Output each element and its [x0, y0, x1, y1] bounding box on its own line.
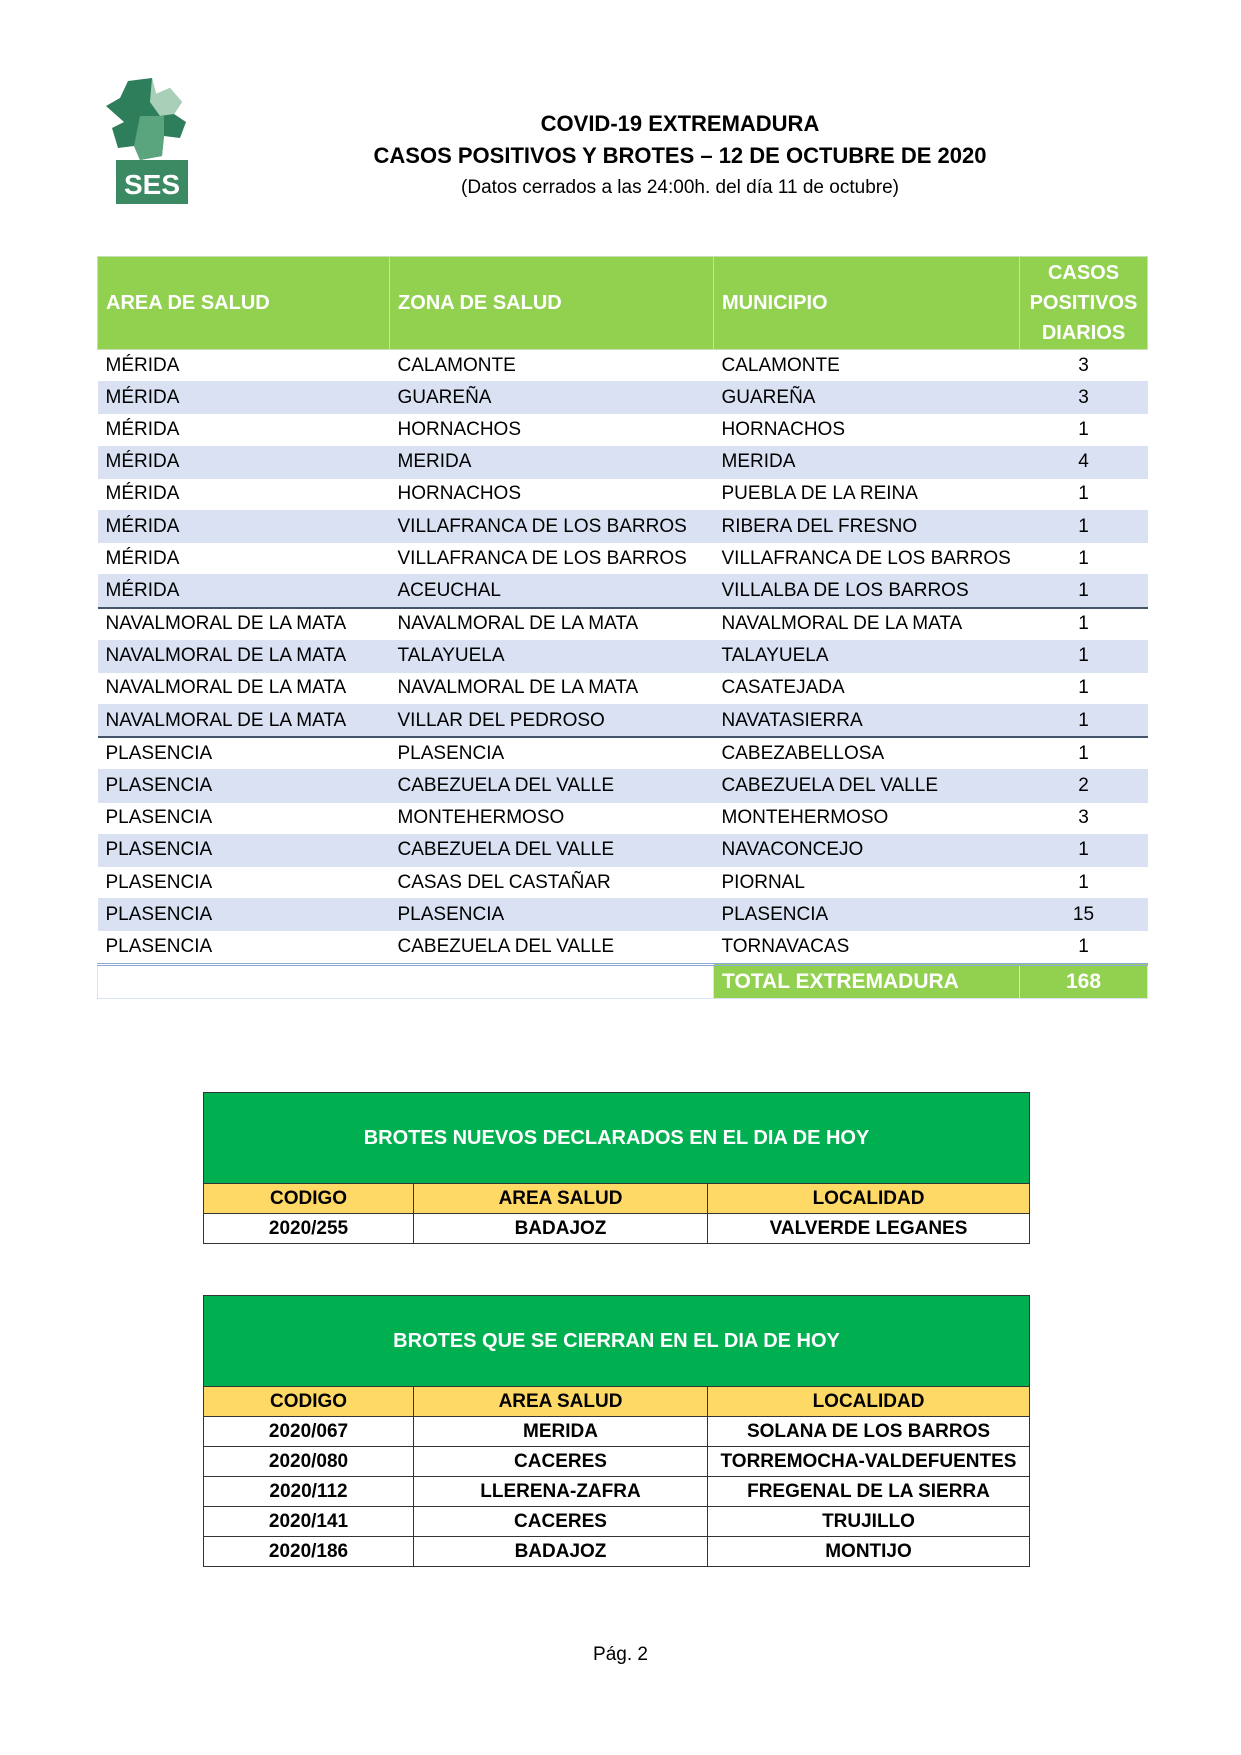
brotes-nuevos-header-codigo: CODIGO	[204, 1184, 414, 1214]
table-row	[98, 705, 1148, 738]
document-title: COVID-19 EXTREMADURA	[540, 111, 820, 136]
cell-municipio: TORNAVACAS	[714, 931, 1020, 964]
table-row	[98, 414, 1148, 446]
brotes-cierran-header-codigo: CODIGO	[204, 1387, 414, 1417]
cell-localidad: TRUJILLO	[708, 1507, 1030, 1537]
cell-casos: 1	[1020, 931, 1148, 964]
table-row	[98, 737, 1148, 770]
cell-area: PLASENCIA	[98, 867, 390, 899]
cell-area-salud: BADAJOZ	[414, 1214, 708, 1244]
cell-municipio: NAVALMORAL DE LA MATA	[714, 608, 1020, 641]
header-zona: ZONA DE SALUD	[390, 257, 714, 350]
cell-casos: 2	[1020, 770, 1148, 802]
cell-codigo: 2020/141	[204, 1507, 414, 1537]
table-row	[98, 478, 1148, 510]
cell-area-salud: MERIDA	[414, 1417, 708, 1447]
cell-casos: 3	[1020, 350, 1148, 382]
table-row	[204, 1447, 1030, 1477]
cell-zona: CABEZUELA DEL VALLE	[390, 770, 714, 802]
table-row	[204, 1507, 1030, 1537]
cell-municipio: CALAMONTE	[714, 350, 1020, 382]
cell-area-salud: CACERES	[414, 1447, 708, 1477]
cell-area: PLASENCIA	[98, 802, 390, 834]
cell-codigo: 2020/186	[204, 1537, 414, 1567]
cell-casos: 15	[1020, 899, 1148, 931]
cell-municipio: VILLAFRANCA DE LOS BARROS	[714, 543, 1020, 575]
document-header	[260, 108, 1100, 202]
header-casos-line: CASOS	[1047, 262, 1120, 284]
cell-codigo: 2020/067	[204, 1417, 414, 1447]
table-row	[98, 867, 1148, 899]
cell-localidad: FREGENAL DE LA SIERRA	[708, 1477, 1030, 1507]
table-row	[98, 770, 1148, 802]
cell-zona: GUAREÑA	[390, 382, 714, 414]
brotes-cierran-header-localidad: LOCALIDAD	[708, 1387, 1030, 1417]
cell-zona: VILLAR DEL PEDROSO	[390, 705, 714, 738]
cell-area: NAVALMORAL DE LA MATA	[98, 608, 390, 641]
table-row	[98, 640, 1148, 672]
brotes-nuevos-body	[204, 1214, 1030, 1244]
cell-municipio: TALAYUELA	[714, 640, 1020, 672]
table-row	[98, 543, 1148, 575]
cell-area: MÉRIDA	[98, 543, 390, 575]
cell-casos: 1	[1020, 705, 1148, 738]
brotes-cierran-table	[203, 1295, 1030, 1567]
cell-zona: CASAS DEL CASTAÑAR	[390, 867, 714, 899]
cell-area: NAVALMORAL DE LA MATA	[98, 640, 390, 672]
cases-body	[98, 350, 1148, 999]
cell-casos: 1	[1020, 672, 1148, 704]
cell-casos: 1	[1020, 510, 1148, 542]
cell-zona: ACEUCHAL	[390, 575, 714, 608]
table-row	[204, 1477, 1030, 1507]
table-row	[98, 899, 1148, 931]
cases-table	[97, 256, 1148, 999]
cell-localidad: VALVERDE LEGANES	[708, 1214, 1030, 1244]
cell-casos: 4	[1020, 446, 1148, 478]
total-empty-cell	[98, 964, 714, 998]
cell-area: MÉRIDA	[98, 478, 390, 510]
cell-area: MÉRIDA	[98, 446, 390, 478]
cell-zona: VILLAFRANCA DE LOS BARROS	[390, 510, 714, 542]
table-row	[98, 672, 1148, 704]
header-municipio: MUNICIPIO	[714, 257, 1020, 350]
table-row	[204, 1214, 1030, 1244]
cell-municipio: PIORNAL	[714, 867, 1020, 899]
header-casos	[1020, 257, 1148, 350]
cell-localidad: MONTIJO	[708, 1537, 1030, 1567]
cell-zona: NAVALMORAL DE LA MATA	[390, 608, 714, 641]
cell-zona: PLASENCIA	[390, 737, 714, 770]
cell-area: PLASENCIA	[98, 737, 390, 770]
page-number: Pág. 2	[593, 1644, 648, 1665]
cell-area-salud: BADAJOZ	[414, 1537, 708, 1567]
cell-localidad: TORREMOCHA-VALDEFUENTES	[708, 1447, 1030, 1477]
cell-codigo: 2020/080	[204, 1447, 414, 1477]
cell-casos: 1	[1020, 834, 1148, 866]
cell-municipio: CABEZUELA DEL VALLE	[714, 770, 1020, 802]
brotes-cierran-title: BROTES QUE SE CIERRAN EN EL DIA DE HOY	[204, 1296, 1030, 1387]
cell-area-salud: CACERES	[414, 1507, 708, 1537]
cell-zona: NAVALMORAL DE LA MATA	[390, 672, 714, 704]
cell-localidad: SOLANA DE LOS BARROS	[708, 1417, 1030, 1447]
cell-area: MÉRIDA	[98, 510, 390, 542]
cell-zona: PLASENCIA	[390, 899, 714, 931]
table-row	[98, 446, 1148, 478]
table-row	[98, 382, 1148, 414]
cell-area: MÉRIDA	[98, 382, 390, 414]
cell-casos: 1	[1020, 575, 1148, 608]
cell-zona: CALAMONTE	[390, 350, 714, 382]
cell-zona: CABEZUELA DEL VALLE	[390, 834, 714, 866]
cell-municipio: NAVATASIERRA	[714, 705, 1020, 738]
cell-municipio: MERIDA	[714, 446, 1020, 478]
cell-codigo: 2020/255	[204, 1214, 414, 1244]
cell-area: PLASENCIA	[98, 770, 390, 802]
cell-zona: CABEZUELA DEL VALLE	[390, 931, 714, 964]
cell-casos: 1	[1020, 867, 1148, 899]
cell-municipio: RIBERA DEL FRESNO	[714, 510, 1020, 542]
cell-area: MÉRIDA	[98, 350, 390, 382]
cell-municipio: PUEBLA DE LA REINA	[714, 478, 1020, 510]
brotes-nuevos-title: BROTES NUEVOS DECLARADOS EN EL DIA DE HOY	[204, 1093, 1030, 1184]
brotes-nuevos-header-localidad: LOCALIDAD	[708, 1184, 1030, 1214]
cell-municipio: GUAREÑA	[714, 382, 1020, 414]
header-casos-line: DIARIOS	[1041, 322, 1126, 344]
cell-municipio: CASATEJADA	[714, 672, 1020, 704]
cell-zona: VILLAFRANCA DE LOS BARROS	[390, 543, 714, 575]
cell-zona: TALAYUELA	[390, 640, 714, 672]
cell-zona: HORNACHOS	[390, 478, 714, 510]
table-row	[98, 350, 1148, 382]
header-area: AREA DE SALUD	[98, 257, 390, 350]
cell-casos: 3	[1020, 802, 1148, 834]
cell-municipio: VILLALBA DE LOS BARROS	[714, 575, 1020, 608]
cell-municipio: HORNACHOS	[714, 414, 1020, 446]
cases-header-row	[98, 257, 1148, 350]
total-value: 168	[1020, 964, 1148, 998]
cell-zona: MONTEHERMOSO	[390, 802, 714, 834]
header-casos-line: POSITIVOS	[1029, 292, 1138, 314]
cell-area: MÉRIDA	[98, 414, 390, 446]
cell-casos: 1	[1020, 640, 1148, 672]
ses-logo-icon	[100, 76, 200, 206]
table-row	[204, 1537, 1030, 1567]
document-note: (Datos cerrados a las 24:00h. del día 11 de octubre)	[461, 177, 899, 198]
cell-municipio: NAVACONCEJO	[714, 834, 1020, 866]
cell-area: NAVALMORAL DE LA MATA	[98, 705, 390, 738]
cell-casos: 1	[1020, 543, 1148, 575]
cell-area: PLASENCIA	[98, 834, 390, 866]
ses-logo	[100, 76, 200, 206]
cell-area: MÉRIDA	[98, 575, 390, 608]
table-row	[204, 1417, 1030, 1447]
cell-casos: 1	[1020, 737, 1148, 770]
table-row	[98, 575, 1148, 608]
cell-area-salud: LLERENA-ZAFRA	[414, 1477, 708, 1507]
cell-area: NAVALMORAL DE LA MATA	[98, 672, 390, 704]
document-subtitle: CASOS POSITIVOS Y BROTES – 12 DE OCTUBRE DE 2020	[373, 143, 987, 168]
brotes-nuevos-table	[203, 1092, 1030, 1244]
cell-area: PLASENCIA	[98, 931, 390, 964]
cell-casos: 3	[1020, 382, 1148, 414]
table-row	[98, 931, 1148, 964]
cell-zona: MERIDA	[390, 446, 714, 478]
cell-area: PLASENCIA	[98, 899, 390, 931]
cell-codigo: 2020/112	[204, 1477, 414, 1507]
table-row	[98, 834, 1148, 866]
cell-casos: 1	[1020, 608, 1148, 641]
brotes-nuevos-header-area: AREA SALUD	[414, 1184, 708, 1214]
brotes-cierran-header-area: AREA SALUD	[414, 1387, 708, 1417]
cell-casos: 1	[1020, 414, 1148, 446]
cell-municipio: MONTEHERMOSO	[714, 802, 1020, 834]
table-row	[98, 802, 1148, 834]
cell-zona: HORNACHOS	[390, 414, 714, 446]
cell-municipio: PLASENCIA	[714, 899, 1020, 931]
table-row	[98, 510, 1148, 542]
total-label: TOTAL EXTREMADURA	[714, 964, 1020, 998]
total-row	[98, 964, 1148, 998]
table-row	[98, 608, 1148, 641]
brotes-cierran-body	[204, 1417, 1030, 1567]
logo-text: SES	[123, 169, 181, 200]
cell-casos: 1	[1020, 478, 1148, 510]
cell-municipio: CABEZABELLOSA	[714, 737, 1020, 770]
